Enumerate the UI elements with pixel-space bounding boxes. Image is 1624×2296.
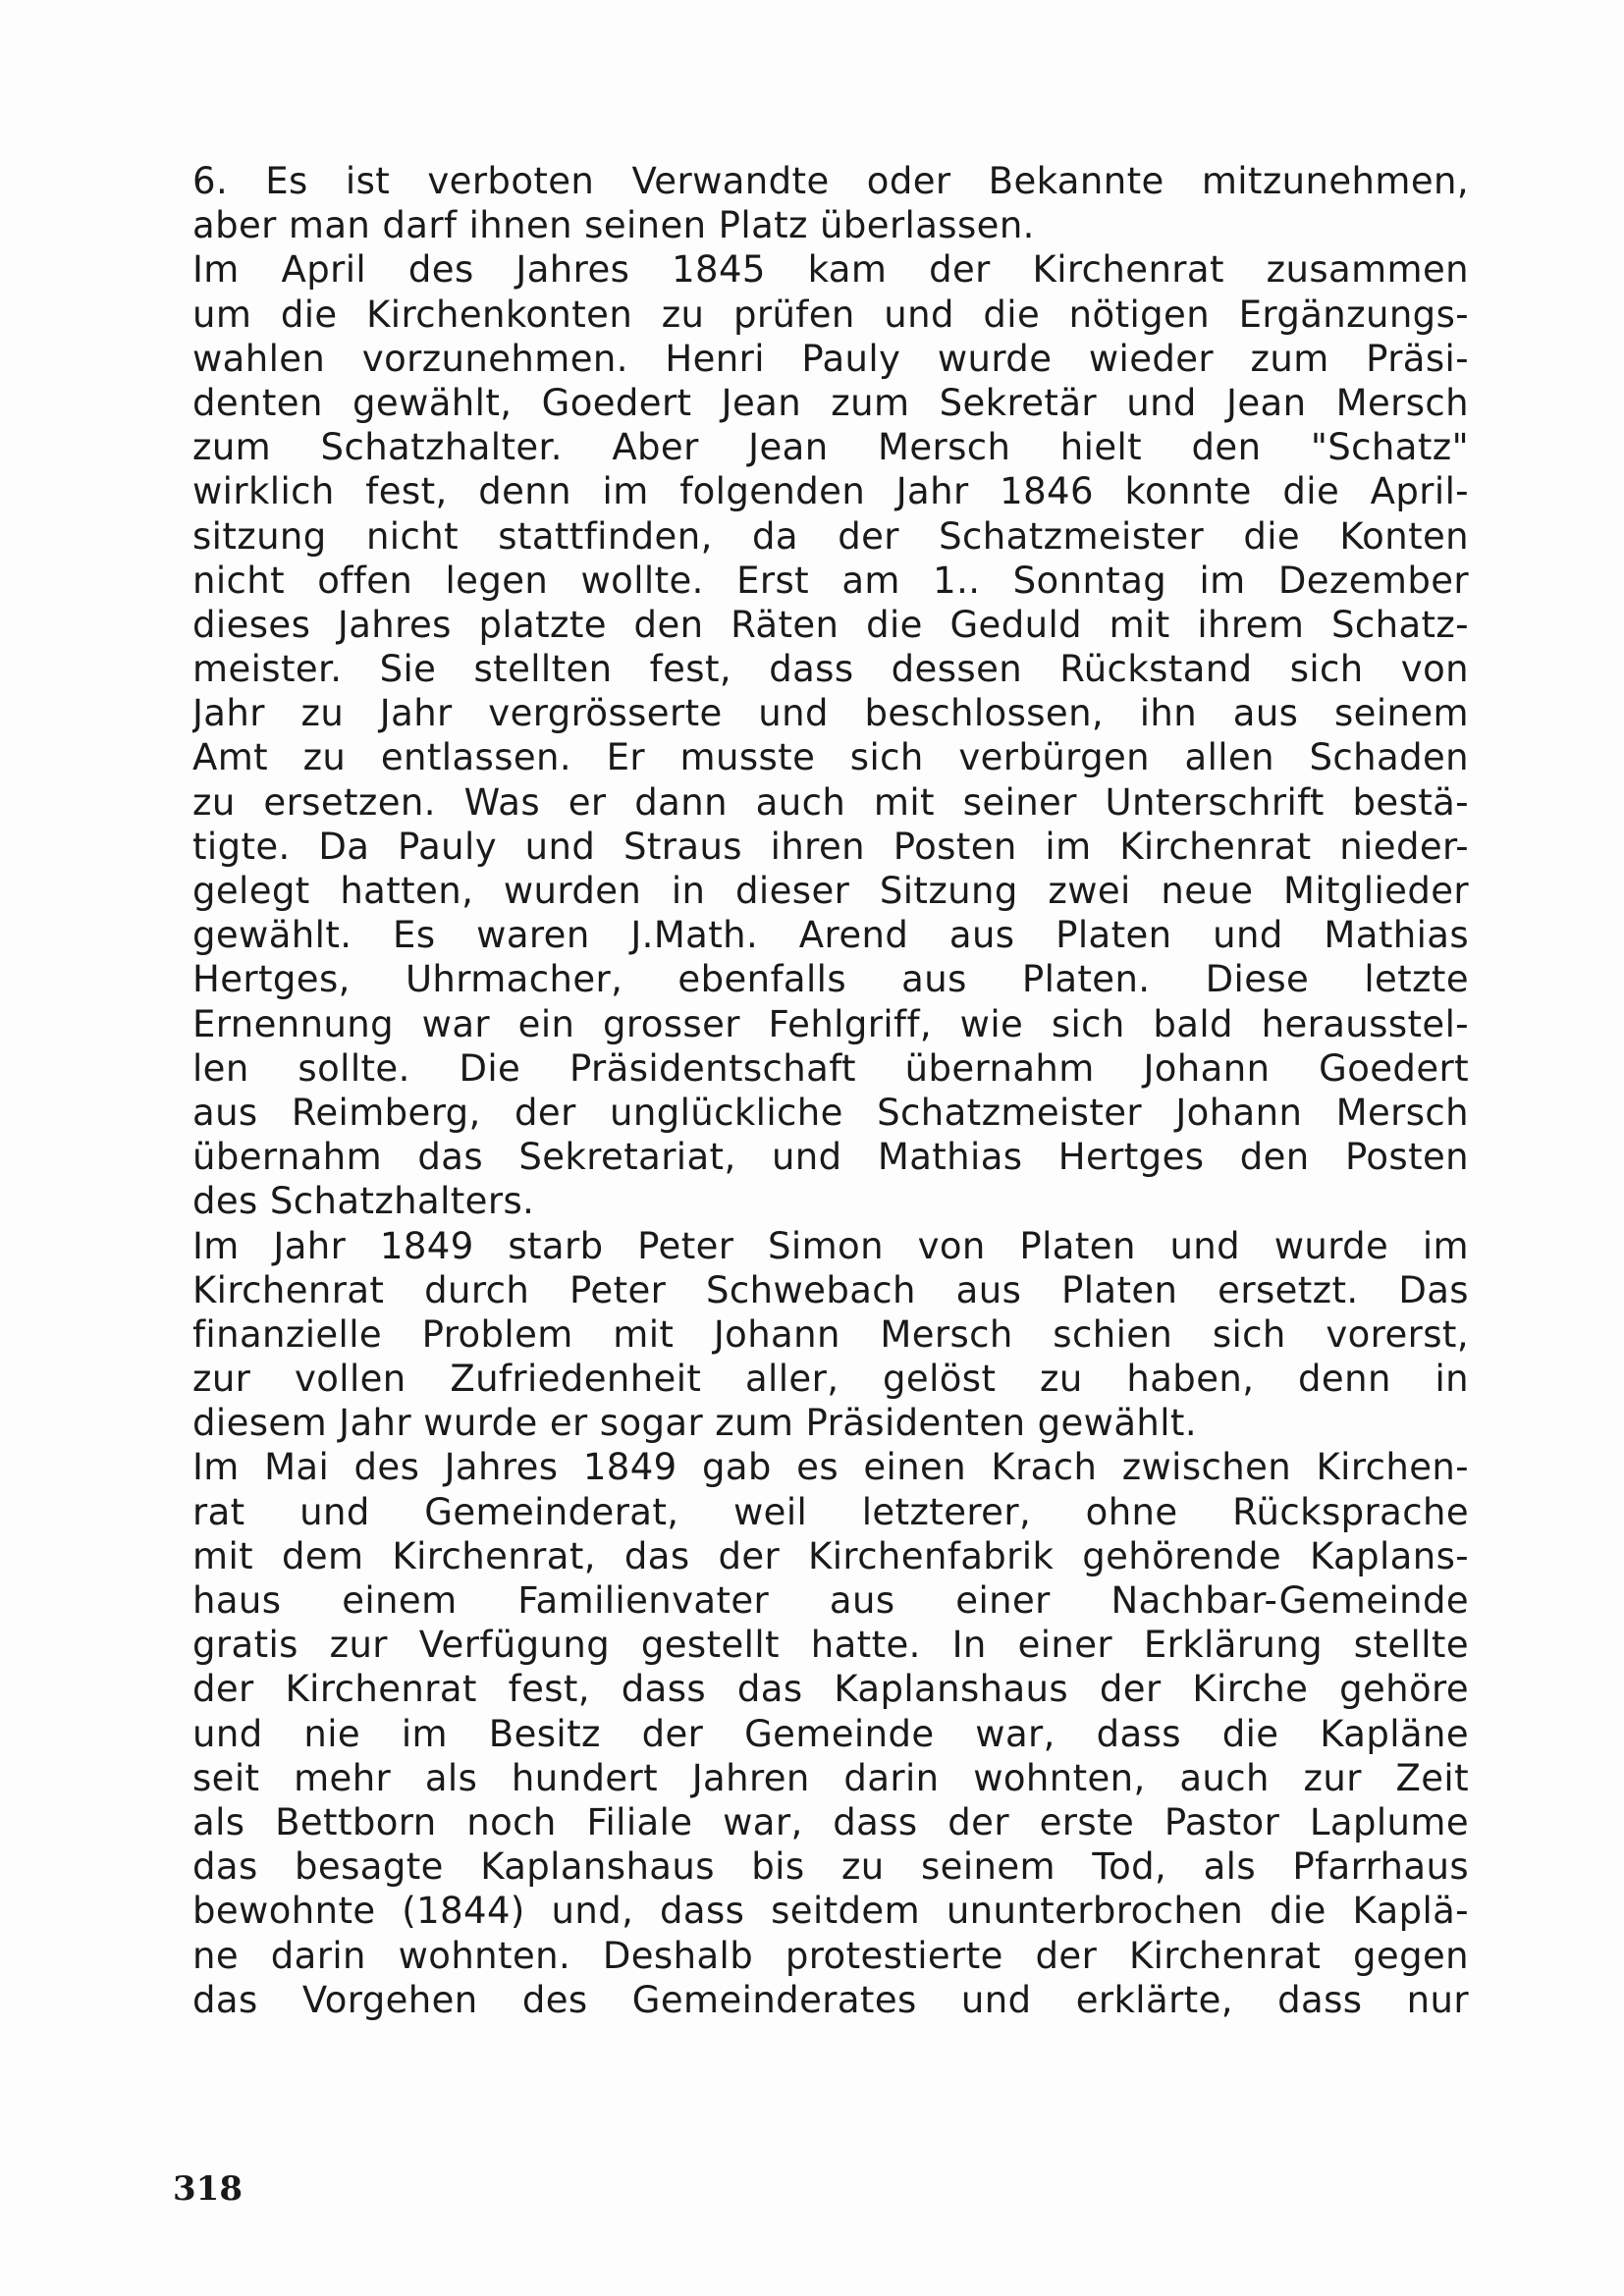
text-line: übernahm das Sekretariat, und Mathias Hertges den Posten	[192, 1136, 1469, 1179]
text-line: zum Schatzhalter. Aber Jean Mersch hielt den "Schatz"	[192, 426, 1469, 469]
text-line: diesem Jahr wurde er sogar zum Präsidenten gewählt.	[192, 1402, 1197, 1445]
text-line: rat und Gemeinderat, weil letzterer, ohne Rücksprache	[192, 1490, 1469, 1533]
text-line: Jahr zu Jahr vergrösserte und beschlossen, ihn aus seinem	[192, 692, 1469, 735]
text-line: gewählt. Es waren J.Math. Arend aus Platen und Mathias	[192, 914, 1469, 957]
text-line: dieses Jahres platzte den Räten die Geduld mit ihrem Schatz-	[192, 603, 1469, 646]
text-line: ne darin wohnten. Deshalb protestierte der Kirchenrat gegen	[192, 1934, 1469, 1977]
text-line: sitzung nicht stattfinden, da der Schatzmeister die Konten	[192, 514, 1469, 558]
text-line: zur vollen Zufriedenheit aller, gelöst zu haben, denn in	[192, 1358, 1469, 1401]
text-line: und nie im Besitz der Gemeinde war, dass die Kapläne	[192, 1712, 1469, 1755]
text-line: nicht offen legen wollte. Erst am 1.. Sonntag im Dezember	[192, 559, 1469, 602]
text-line: denten gewählt, Goedert Jean zum Sekretär und Jean Mersch	[192, 381, 1469, 424]
text-line: Im April des Jahres 1845 kam der Kirchenrat zusammen	[192, 248, 1469, 292]
text-line: bewohnte (1844) und, dass seitdem ununterbrochen die Kaplä-	[192, 1890, 1469, 1933]
text-line: Kirchenrat durch Peter Schwebach aus Platen ersetzt. Das	[192, 1268, 1469, 1311]
body-text	[192, 159, 1469, 2022]
text-line: tigte. Da Pauly und Straus ihren Posten im Kirchenrat nieder-	[192, 825, 1469, 868]
text-line: len sollte. Die Präsidentschaft übernahm Johann Goedert	[192, 1046, 1469, 1090]
text-line: mit dem Kirchenrat, das der Kirchenfabrik gehörende Kaplans-	[192, 1534, 1469, 1577]
text-line: der Kirchenrat fest, dass das Kaplanshaus der Kirche gehöre	[192, 1668, 1469, 1711]
text-line: finanzielle Problem mit Johann Mersch schien sich vorerst,	[192, 1312, 1469, 1356]
text-line: das besagte Kaplanshaus bis zu seinem Tod, als Pfarrhaus	[192, 1845, 1469, 1889]
text-line: Hertges, Uhrmacher, ebenfalls aus Platen. Diese letzte	[192, 958, 1469, 1001]
text-line: das Vorgehen des Gemeinderates und erklärte, dass nur	[192, 1978, 1469, 2021]
text-line: Amt zu entlassen. Er musste sich verbürgen allen Schaden	[192, 736, 1469, 779]
page-number: 318	[173, 2169, 243, 2209]
text-line: haus einem Familienvater aus einer Nachbar-Gemeinde	[192, 1579, 1469, 1622]
text-line: um die Kirchenkonten zu prüfen und die nötigen Ergänzungs-	[192, 293, 1469, 336]
text-line: Im Jahr 1849 starb Peter Simon von Platen und wurde im	[192, 1224, 1469, 1267]
text-line: wirklich fest, denn im folgenden Jahr 1846 konnte die April-	[192, 470, 1469, 513]
text-line: des Schatzhalters.	[192, 1180, 535, 1223]
text-line: wahlen vorzunehmen. Henri Pauly wurde wieder zum Präsi-	[192, 337, 1469, 380]
text-line: aber man darf ihnen seinen Platz überlassen.	[192, 204, 1035, 247]
text-line: Ernennung war ein grosser Fehlgriff, wie sich bald herausstel-	[192, 1002, 1469, 1045]
text-line: gratis zur Verfügung gestellt hatte. In einer Erklärung stellte	[192, 1624, 1469, 1667]
text-line: gelegt hatten, wurden in dieser Sitzung zwei neue Mitglieder	[192, 870, 1469, 912]
text-line: als Bettborn noch Filiale war, dass der erste Pastor Laplume	[192, 1800, 1469, 1843]
text-line: 6. Es ist verboten Verwandte oder Bekannte mitzunehmen,	[192, 160, 1469, 202]
text-line: seit mehr als hundert Jahren darin wohnten, auch zur Zeit	[192, 1756, 1469, 1799]
text-line: Im Mai des Jahres 1849 gab es einen Krach zwischen Kirchen-	[192, 1446, 1469, 1489]
text-line: zu ersetzen. Was er dann auch mit seiner Unterschrift bestä-	[192, 780, 1469, 824]
text-line: meister. Sie stellten fest, dass dessen Rückstand sich von	[192, 648, 1469, 691]
text-line: aus Reimberg, der unglückliche Schatzmeister Johann Mersch	[192, 1091, 1469, 1134]
